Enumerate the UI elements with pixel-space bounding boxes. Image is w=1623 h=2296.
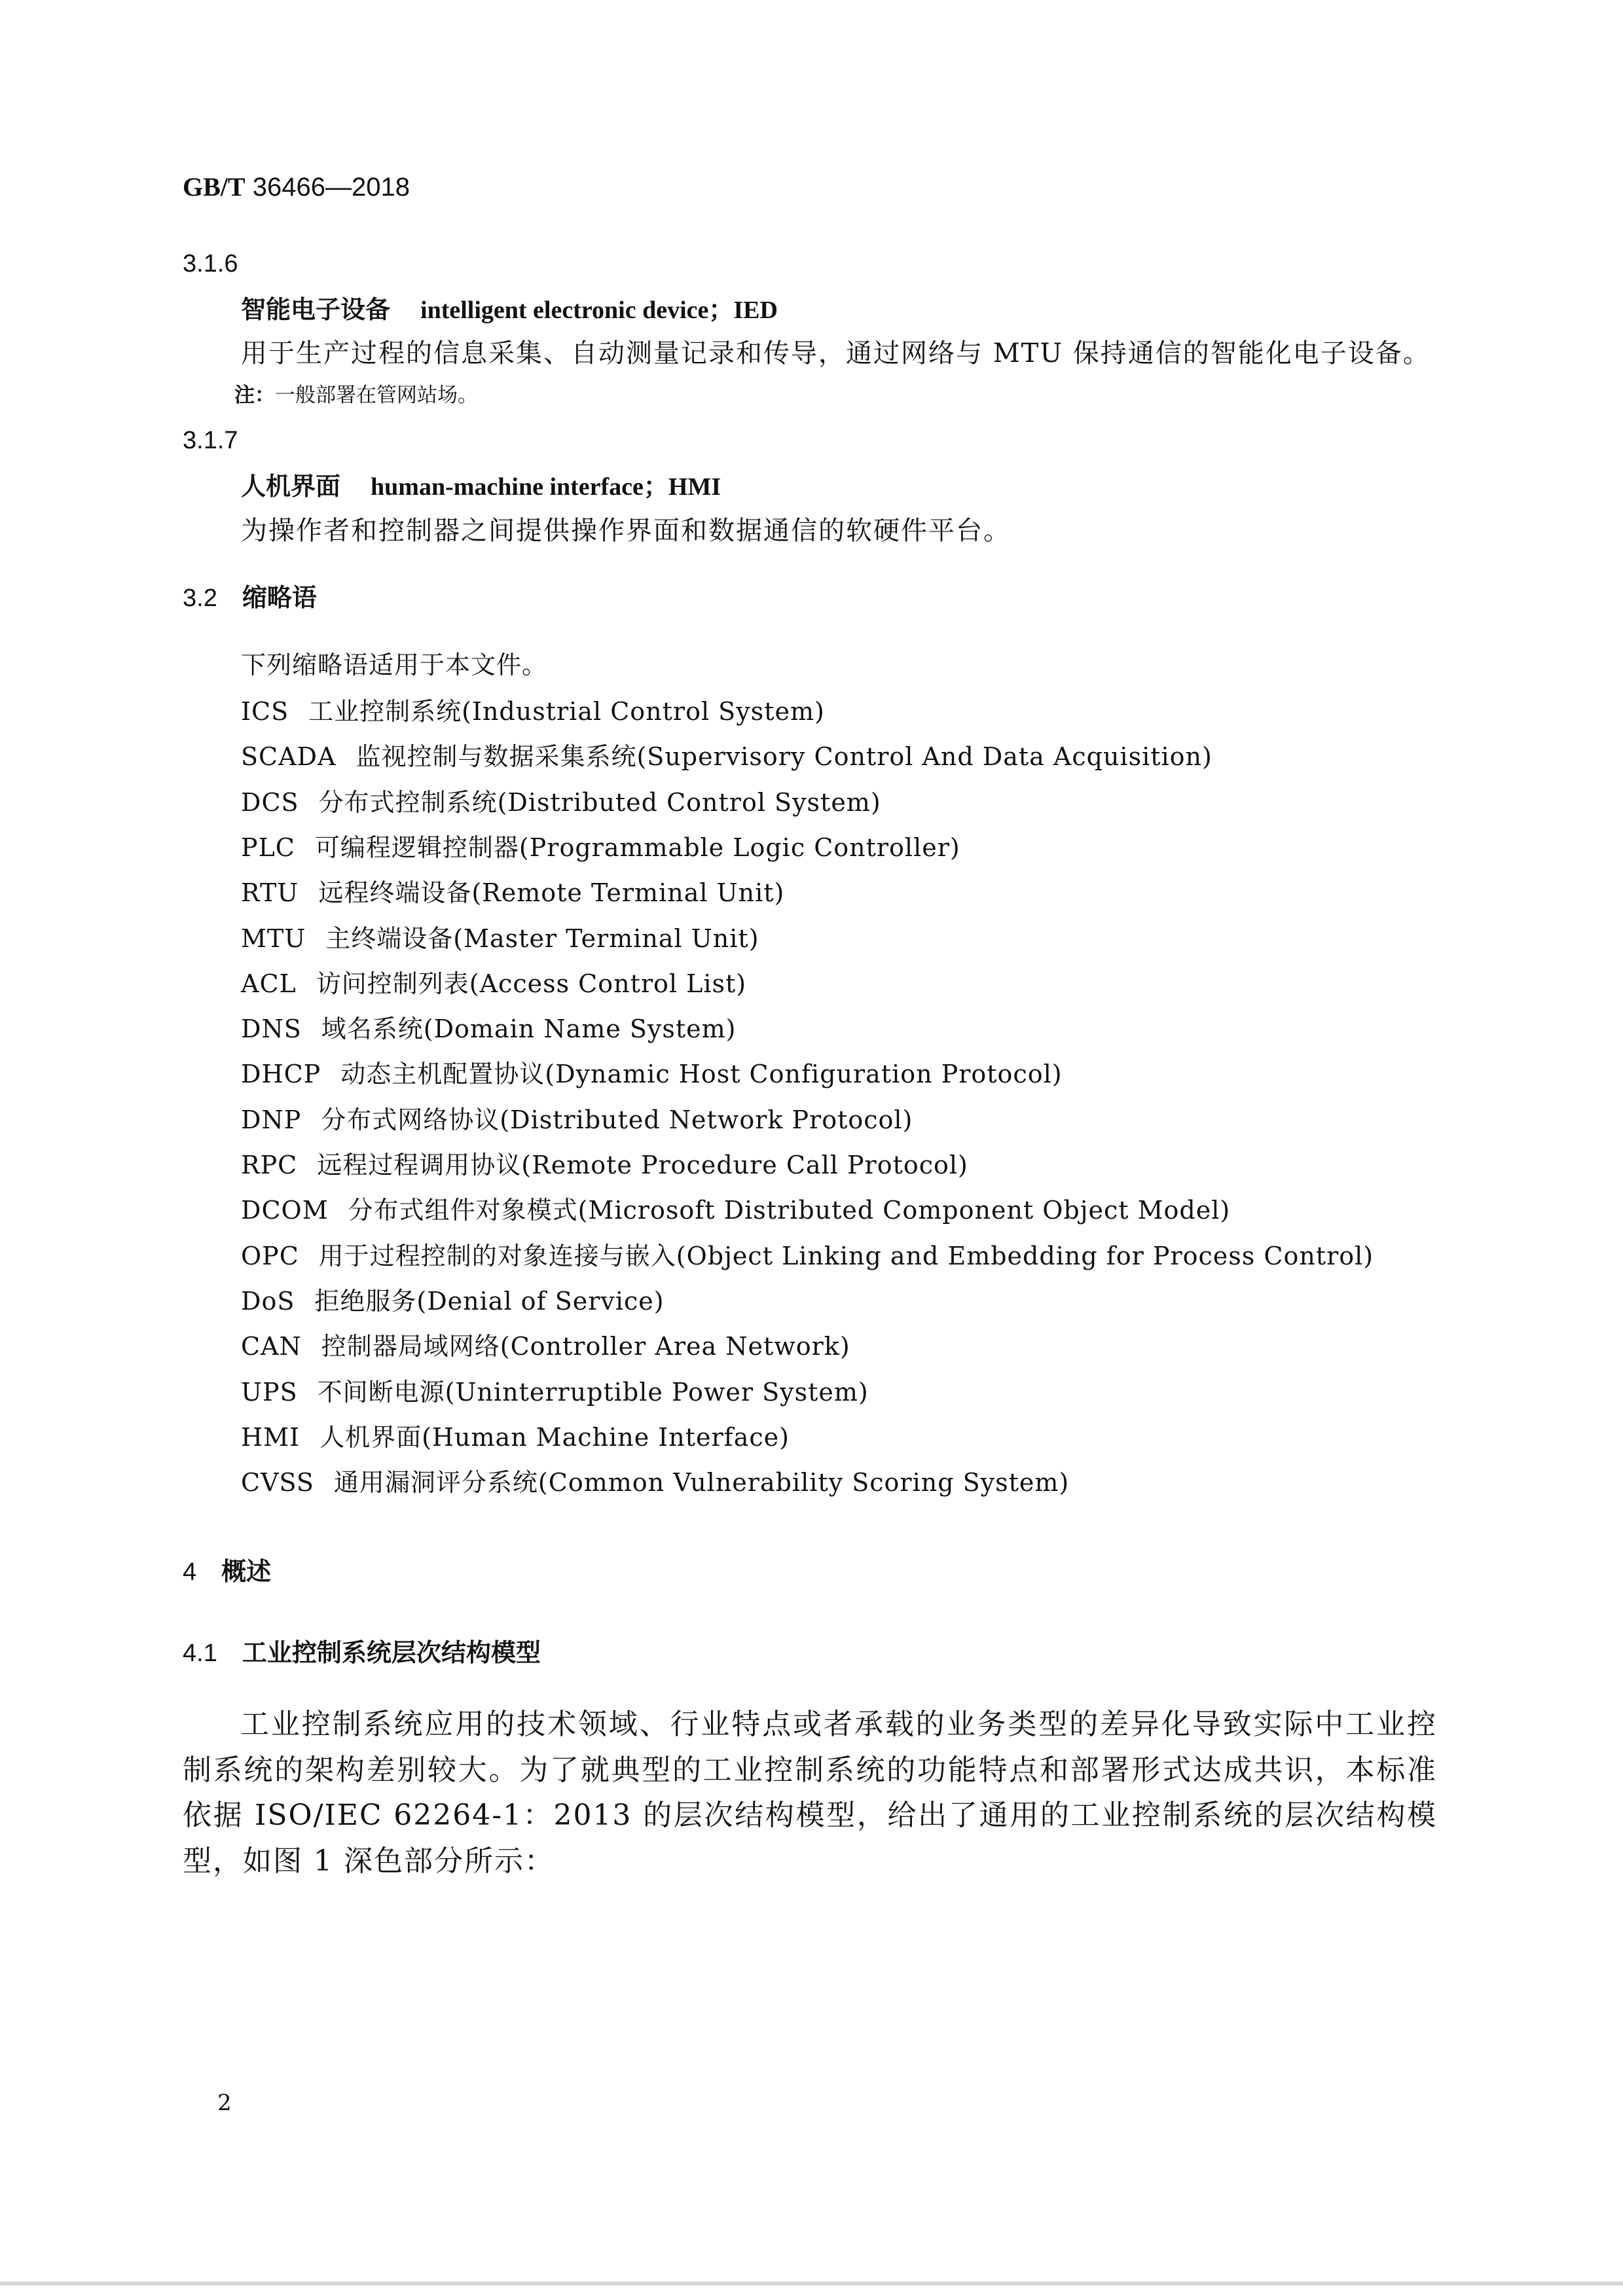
note-text: 一般部署在管网站场。 [275, 384, 478, 407]
document-code [183, 174, 410, 200]
abbreviation-item [241, 1198, 1230, 1223]
term-en: intelligent electronic device；IED [420, 296, 778, 324]
abbreviation: DNS [241, 1014, 302, 1044]
abbreviation: UPS [241, 1377, 298, 1407]
abbreviation-meaning: 访问控制列表(Access Control List) [316, 969, 747, 998]
note-label: 注： [234, 384, 275, 407]
page-bottom-edge [0, 2282, 1623, 2286]
abbreviation-meaning: 监视控制与数据采集系统(Supervisory Control And Data Acquisition) [356, 742, 1213, 772]
abbreviation-item [241, 1334, 850, 1359]
abbreviation-meaning: 分布式网络协议(Distributed Network Protocol) [321, 1105, 913, 1134]
abbreviation-meaning: 远程终端设备(Remote Terminal Unit) [318, 878, 785, 908]
abbreviation: CVSS [241, 1468, 314, 1498]
section-number: 4 [183, 1558, 197, 1586]
abbreviation: RTU [241, 878, 299, 908]
abbreviation: SCADA [241, 742, 337, 772]
abbreviation-meaning: 通用漏洞评分系统(Common Vulnerability Scoring System) [333, 1468, 1070, 1498]
abbreviation-meaning: 域名系统(Domain Name System) [321, 1014, 737, 1044]
abbreviation-item [241, 971, 746, 996]
abbreviation-meaning: 用于过程控制的对象连接与嵌入(Object Linking and Embedding for Process Control) [318, 1241, 1374, 1270]
section-number: 3.2 [183, 584, 217, 612]
abbreviation-meaning: 拒绝服务(Denial of Service) [314, 1286, 665, 1316]
abbreviation-meaning: 不间断电源(Uninterruptible Power System) [317, 1377, 869, 1407]
abbreviation-meaning: 人机界面(Human Machine Interface) [319, 1422, 790, 1452]
abbreviation-meaning: 可编程逻辑控制器(Programmable Logic Controller) [314, 833, 960, 862]
abbreviation: DCS [241, 787, 299, 817]
abbreviation-item [241, 1060, 1063, 1089]
abbreviation-item [241, 926, 759, 951]
abbreviation-meaning: 主终端设备(Master Terminal Unit) [325, 924, 759, 953]
abbreviation-item [241, 787, 881, 817]
abbreviation: DoS [241, 1286, 295, 1316]
section-title: 概述 [221, 1557, 272, 1586]
abbreviation: RPC [241, 1151, 298, 1179]
abbreviation-item [241, 1422, 790, 1452]
abbreviation: MTU [241, 924, 306, 953]
abbreviation-intro: 下列缩略语适用于本文件。 [241, 651, 548, 679]
term-en: human-machine interface；HMI [371, 473, 721, 501]
abbreviation-item [241, 1014, 737, 1044]
abbreviation-meaning: 动态主机配置协议(Dynamic Host Configuration Protocol) [340, 1060, 1063, 1089]
section-heading-3-2 [183, 585, 317, 611]
abbreviation: OPC [241, 1241, 299, 1270]
term-heading [241, 474, 721, 499]
body-paragraph: 工业控制系统应用的技术领域、行业特点或者承载的业务类型的差异化导致实际中工业控制系统的架构差别较大。为了就典型的工业控制系统的功能特点和部署形式达成共识，本标准依据 ISO/IEC 62264-1：2013 的层次结构模型，给出了通用的工业控制系统的层次结构模型，如图 1 深色部分所示： [183, 1708, 1437, 1878]
term-cn: 人机界面 [241, 472, 341, 501]
page-number: 2 [217, 2090, 232, 2116]
abbreviation-item [241, 1377, 869, 1407]
abbreviation: DNP [241, 1105, 302, 1134]
entry-number: 3.1.7 [183, 427, 238, 454]
code-number: 36466—2018 [252, 173, 410, 202]
section-heading-4 [183, 1559, 271, 1585]
section-title: 缩略语 [242, 583, 317, 612]
abbreviation-item [241, 1107, 913, 1132]
term-definition: 为操作者和控制器之间提供操作界面和数据通信的软硬件平台。 [241, 516, 1011, 546]
abbreviation: CAN [241, 1332, 302, 1361]
abbreviation: HMI [241, 1422, 301, 1452]
abbreviation-meaning: 分布式控制系统(Distributed Control System) [318, 787, 881, 817]
abbreviation: ACL [241, 969, 297, 998]
abbreviation-item [241, 1286, 665, 1316]
term-cn: 智能电子设备 [241, 295, 391, 324]
abbreviation-meaning: 工业控制系统(Industrial Control System) [308, 697, 825, 726]
abbreviation-item [241, 835, 960, 860]
abbreviation-meaning: 远程过程调用协议(Remote Procedure Call Protocol) [317, 1151, 968, 1179]
entry-number: 3.1.6 [183, 250, 238, 278]
code-prefix: GB/T [183, 172, 246, 202]
abbreviation-item [241, 1153, 968, 1177]
abbreviation-meaning: 分布式组件对象模式(Microsoft Distributed Component Object Model) [348, 1196, 1231, 1225]
section-number: 4.1 [183, 1640, 217, 1667]
term-heading [241, 297, 778, 323]
abbreviation: DCOM [241, 1196, 329, 1225]
abbreviation-item [241, 878, 785, 908]
abbreviation-item [241, 1241, 1374, 1270]
section-heading-4-1 [183, 1640, 541, 1666]
term-definition: 用于生产过程的信息采集、自动测量记录和传导，通过网络与 MTU 保持通信的智能化电子设备。 [241, 338, 1431, 368]
abbreviation: PLC [241, 833, 295, 862]
section-title: 工业控制系统层次结构模型 [242, 1638, 541, 1667]
abbreviation-meaning: 控制器局域网络(Controller Area Network) [321, 1332, 850, 1361]
term-note [234, 386, 478, 406]
abbreviation-item [241, 699, 825, 724]
abbreviation-item [241, 742, 1213, 772]
abbreviation-item [241, 1468, 1070, 1498]
abbreviation: DHCP [241, 1060, 321, 1089]
abbreviation: ICS [241, 697, 289, 726]
